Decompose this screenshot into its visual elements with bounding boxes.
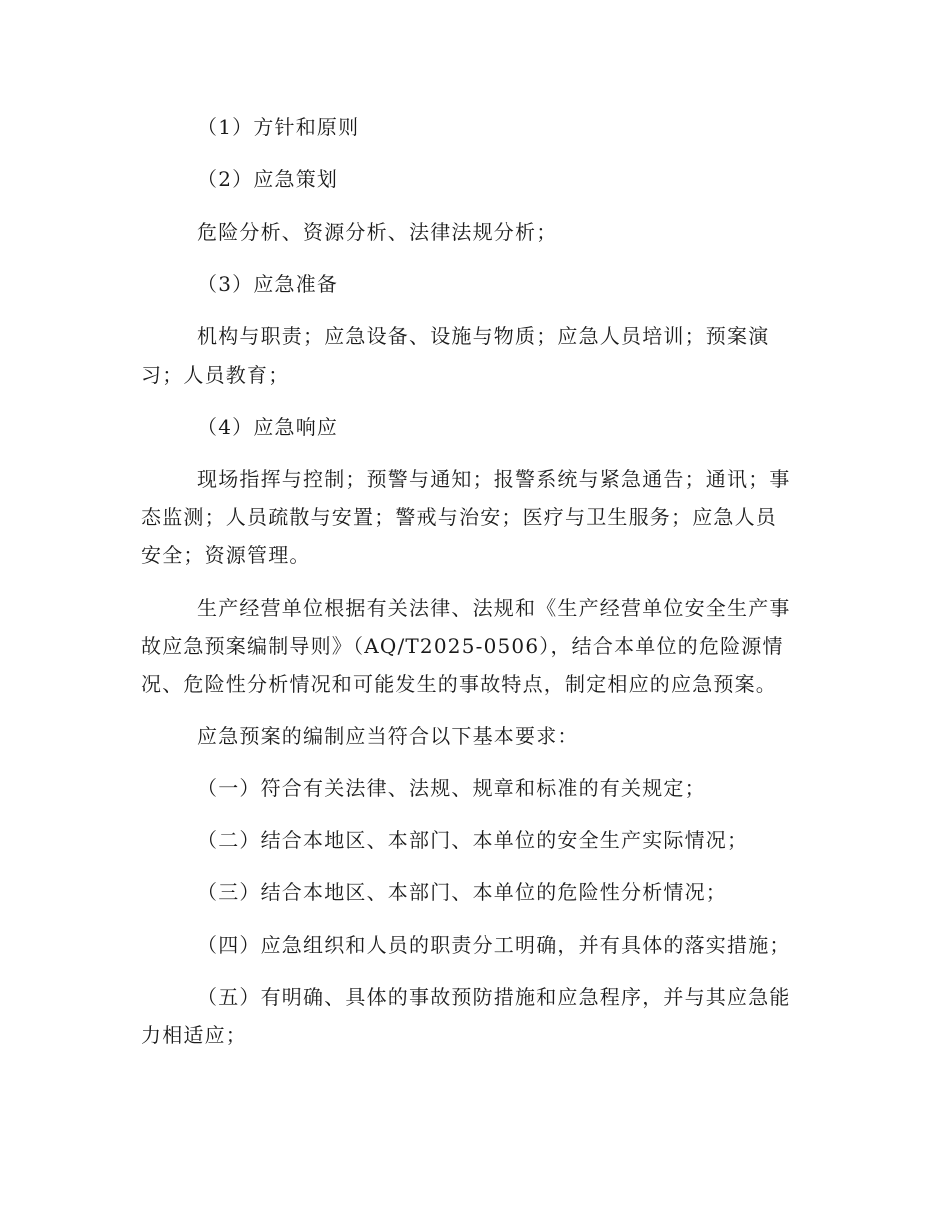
paragraph-line: 安全；资源管理。 [141,543,311,567]
requirement-item: 力相适应； [141,1023,247,1047]
paragraph-line: 态监测；人员疏散与安置；警戒与治安；医疗与卫生服务；应急人员 [141,505,777,529]
heading-response: （4）应急响应 [197,415,339,439]
heading-planning: （2）应急策划 [197,167,339,191]
paragraph-line: 危险分析、资源分析、法律法规分析； [197,220,558,244]
paragraph-line: 况、危险性分析情况和可能发生的事故特点，制定相应的应急预案。 [141,672,777,696]
paragraph-line: 故应急预案编制导则》（AQ/T2025-0506），结合本单位的危险源情 [141,634,784,658]
requirement-item: （四）应急组织和人员的职责分工明确，并有具体的落实措施； [197,933,791,957]
paragraph-line: 习；人员教育； [141,363,290,387]
requirement-item: （五）有明确、具体的事故预防措施和应急程序，并与其应急能 [197,985,791,1009]
paragraph-line: 现场指挥与控制；预警与通知；报警系统与紧急通告；通讯；事 [197,467,791,491]
requirement-item: （二）结合本地区、本部门、本单位的安全生产实际情况； [197,828,749,852]
requirement-item: （一）符合有关法律、法规、规章和标准的有关规定； [197,776,706,800]
paragraph-line: 机构与职责；应急设备、设施与物质；应急人员培训；预案演 [197,324,770,348]
paragraph-line: 生产经营单位根据有关法律、法规和《生产经营单位安全生产事 [197,596,791,620]
requirement-item: （三）结合本地区、本部门、本单位的危险性分析情况； [197,880,727,904]
heading-preparation: （3）应急准备 [197,272,339,296]
paragraph-line: 应急预案的编制应当符合以下基本要求： [197,724,579,748]
heading-principles: （1）方针和原则 [197,115,360,139]
